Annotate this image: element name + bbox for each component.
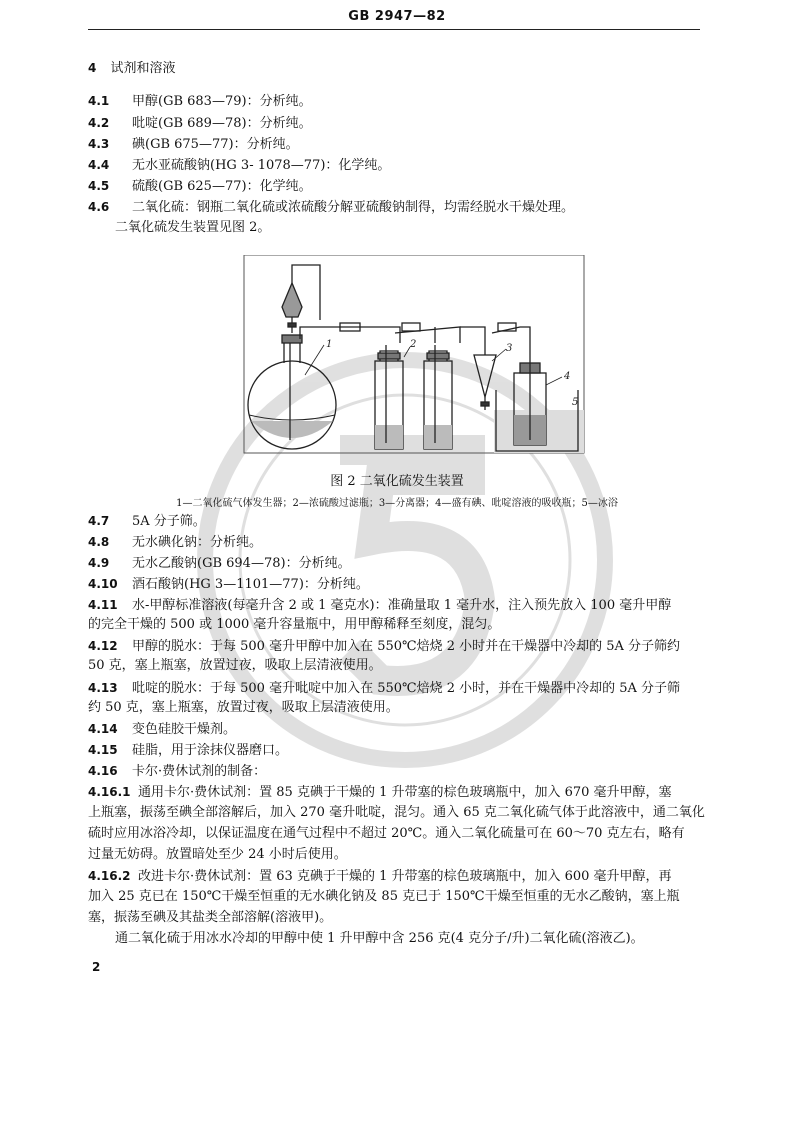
para-4-11-line2: 的完全干燥的 500 或 1000 毫升容量瓶中，用甲醇稀释至刻度，混匀。 bbox=[88, 617, 501, 632]
header-rule bbox=[88, 29, 700, 30]
item-number: 4.11 bbox=[88, 598, 118, 612]
item-text: 甲醇(GB 683—79)：分析纯。 bbox=[132, 94, 312, 109]
para-4-11-line1 bbox=[88, 597, 700, 614]
item-number: 4.13 bbox=[88, 681, 118, 695]
section-heading bbox=[88, 60, 700, 77]
item-number: 4.1 bbox=[88, 94, 110, 108]
item-number: 4.10 bbox=[88, 577, 118, 591]
item-text: 无水亚硫酸钠(HG 3- 1078—77)：化学纯。 bbox=[132, 158, 391, 173]
item-number: 4.16.2 bbox=[88, 869, 131, 883]
header-code: GB 2947—82 bbox=[348, 9, 446, 24]
item-number: 4.16 bbox=[88, 764, 118, 778]
item-number: 4.12 bbox=[88, 639, 118, 653]
item-4-5 bbox=[88, 178, 700, 195]
item-text: 无水乙酸钠(GB 694—78)：分析纯。 bbox=[132, 556, 351, 571]
item-4-7 bbox=[88, 513, 700, 530]
para-text: 通用卡尔·费休试剂：置 85 克碘于干燥的 1 升带塞的棕色玻璃瓶中，加入 670 毫升甲醇，塞 bbox=[138, 785, 672, 800]
para-text: 水-甲醇标准溶液(每毫升含 2 或 1 毫克水)：准确量取 1 毫升水，注入预先放入 100 毫升甲醇 bbox=[132, 598, 672, 613]
para-4-13-line2: 约 50 克，塞上瓶塞，放置过夜，吸取上层清液使用。 bbox=[88, 700, 399, 715]
callout-3: 3 bbox=[506, 343, 513, 354]
item-number: 4.2 bbox=[88, 116, 110, 130]
dropping-funnel bbox=[282, 265, 320, 333]
item-4-15 bbox=[88, 742, 700, 759]
para-text: 改进卡尔·费休试剂：置 63 克碘于干燥的 1 升带塞的棕色玻璃瓶中，加入 600 毫升甲醇，再 bbox=[138, 869, 672, 884]
item-4-2 bbox=[88, 115, 700, 132]
item-4-1 bbox=[88, 93, 700, 110]
item-4-9 bbox=[88, 555, 700, 572]
item-text: 无水碘化钠：分析纯。 bbox=[132, 535, 263, 550]
item-4-4 bbox=[88, 157, 700, 174]
para-4-12-line2: 50 克，塞上瓶塞，放置过夜，吸取上层清液使用。 bbox=[88, 658, 382, 673]
para-4-16-2-last: 通二氧化硫于用冰水冷却的甲醇中使 1 升甲醇中含 256 克(4 克分子/升)二氧化硫(溶液乙)。 bbox=[115, 931, 644, 946]
item-number: 4.5 bbox=[88, 179, 110, 193]
para-4-16-1-line3: 硫时应用冰浴冷却，以保证温度在通气过程中不超过 20℃。通入二氧化硫量可在 60～70 克左右，略有 bbox=[88, 826, 685, 841]
figure-caption: 图 2 二氧化硫发生装置 bbox=[330, 474, 464, 489]
para-4-16-2-line3: 塞，振荡至碘及其盐类全部溶解(溶液甲)。 bbox=[88, 910, 333, 925]
item-4-8 bbox=[88, 534, 700, 551]
item-number: 4.15 bbox=[88, 743, 118, 757]
para-4-16-1-line4: 过量无妨碍。放置暗处至少 24 小时后使用。 bbox=[88, 847, 347, 862]
section-title: 试剂和溶液 bbox=[110, 61, 176, 76]
item-text: 卡尔·费休试剂的制备： bbox=[132, 764, 267, 779]
para-text: 甲醇的脱水：于每 500 毫升甲醇中加入在 550℃焙烧 2 小时并在干燥器中冷却的 5A 分子筛约 bbox=[132, 639, 681, 654]
absorption-bottle bbox=[514, 355, 546, 445]
item-4-10 bbox=[88, 576, 700, 593]
tube-4 bbox=[460, 327, 485, 355]
para-text: 吡啶的脱水：于每 500 毫升吡啶中加入在 550℃焙烧 2 小时，并在干燥器中冷却的 5A 分子筛 bbox=[132, 681, 681, 696]
item-text: 碘(GB 675—77)：分析纯。 bbox=[132, 137, 299, 152]
callout-4: 4 bbox=[564, 371, 571, 382]
callout-5: 5 bbox=[572, 397, 579, 408]
tube-2 bbox=[395, 327, 460, 343]
item-number: 4.3 bbox=[88, 137, 110, 151]
separator bbox=[474, 355, 496, 410]
item-number: 4.6 bbox=[88, 200, 110, 214]
item-text: 吡啶(GB 689—78)：分析纯。 bbox=[132, 116, 312, 131]
item-text: 酒石酸钠(HG 3—1101—77)：分析纯。 bbox=[132, 577, 369, 592]
item-number: 4.7 bbox=[88, 514, 110, 528]
para-4-16-1-line2: 上瓶塞，振荡至碘全部溶解后，加入 270 毫升吡啶，混匀。通入 65 克二氧化硫气体于此溶液中，通二氧化 bbox=[88, 805, 705, 820]
item-text: 硫酸(GB 625—77)：化学纯。 bbox=[132, 179, 312, 194]
para-4-16-1-line1 bbox=[88, 784, 700, 801]
filter-bottle-a bbox=[375, 345, 403, 449]
item-4-6 bbox=[88, 199, 700, 216]
item-4-16 bbox=[88, 763, 700, 780]
callout-2: 2 bbox=[410, 339, 417, 350]
gas-generator-flask bbox=[248, 335, 336, 449]
item-number: 4.16.1 bbox=[88, 785, 131, 799]
item-4-14 bbox=[88, 721, 700, 738]
item-number: 4.4 bbox=[88, 158, 110, 172]
para-4-16-2-line1 bbox=[88, 868, 700, 885]
item-text: 5A 分子筛。 bbox=[132, 514, 206, 529]
tube-joint-2 bbox=[402, 323, 420, 331]
item-4-3 bbox=[88, 136, 700, 153]
item-number: 4.14 bbox=[88, 722, 118, 736]
section-number: 4 bbox=[88, 61, 97, 75]
figure-apparatus-diagram bbox=[230, 255, 600, 455]
item-4-6-continuation: 二氧化硫发生装置见图 2。 bbox=[115, 220, 271, 235]
figure-legend: 1—二氧化硫气体发生器；2—浓硫酸过滤瓶；3—分离器；4—盛有碘、吡啶溶液的吸收瓶；5—冰浴 bbox=[176, 498, 618, 509]
para-4-12-line1 bbox=[88, 638, 700, 655]
item-number: 4.9 bbox=[88, 556, 110, 570]
para-4-16-2-line2: 加入 25 克已在 150℃干燥至恒重的无水碘化钠及 85 克已于 150℃干燥至恒重的无水乙酸钠，塞上瓶 bbox=[88, 889, 680, 904]
para-4-13-line1 bbox=[88, 680, 700, 697]
item-text: 硅脂，用于涂抹仪器磨口。 bbox=[132, 743, 289, 758]
filter-bottle-b bbox=[424, 345, 452, 449]
tube-1 bbox=[300, 327, 400, 343]
item-number: 4.8 bbox=[88, 535, 110, 549]
callout-1: 1 bbox=[326, 339, 333, 350]
item-text: 二氧化硫：钢瓶二氧化硫或浓硫酸分解亚硫酸钠制得，均需经脱水干燥处理。 bbox=[132, 200, 575, 215]
page-number: 2 bbox=[92, 960, 101, 974]
item-text: 变色硅胶干燥剂。 bbox=[132, 722, 237, 737]
